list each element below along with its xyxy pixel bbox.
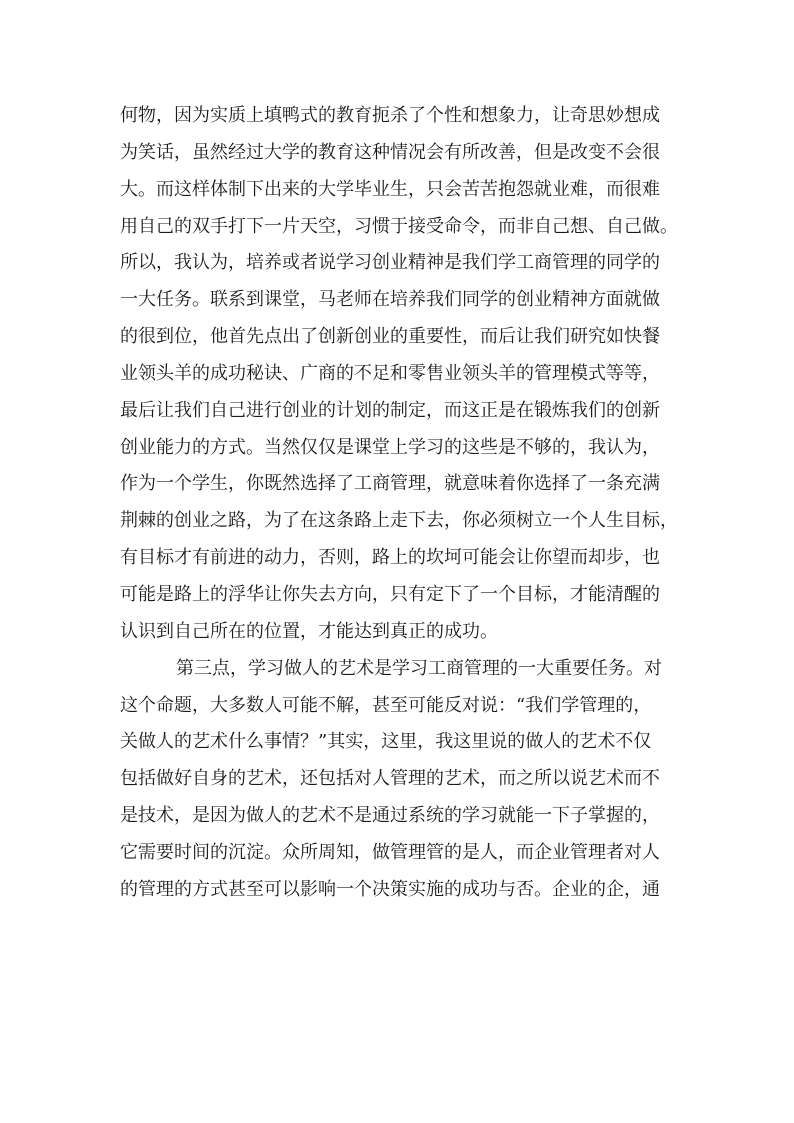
text-line: 关做人的艺术什么事情？”其实，这里，我这里说的做人的艺术不仅 [120,731,652,753]
text-line: 有目标才有前进的动力，否则，路上的坎坷可能会让你望而却步，也 [120,547,660,569]
body-text [120,98,680,909]
text-line: 包括做好自身的艺术，还包括对人管理的艺术，而之所以说艺术而不 [120,768,660,790]
text-line: 为笑话，虽然经过大学的教育这种情况会有所改善，但是改变不会很 [120,141,660,163]
text-line: 它需要时间的沉淀。众所周知，做管理管的是人，而企业管理者对人 [120,841,660,863]
text-line: 认识到自己所在的位置，才能达到真正的成功。 [120,620,498,642]
text-line: 最后让我们自己进行创业的计划的制定，而这正是在锻炼我们的创新 [120,399,660,421]
text-line: 何物，因为实质上填鸭式的教育扼杀了个性和想象力，让奇思妙想成 [120,105,660,126]
text-line: 的很到位，他首先点出了创新创业的重要性，而后让我们研究如快餐 [120,326,660,348]
text-line: 这个命题，大多数人可能不解，甚至可能反对说：“我们学管理的， [120,694,652,716]
text-line: 是技术，是因为做人的艺术不是通过系统的学习就能一下子掌握的， [120,805,660,827]
text-line: 用自己的双手打下一片天空，习惯于接受命令，而非自己想、自己做。 [120,215,678,237]
text-line: 创业能力的方式。当然仅仅是课堂上学习的这些是不够的，我认为， [120,436,660,458]
text-line: 业领头羊的成功秘诀、广商的不足和零售业领头羊的管理模式等等， [120,362,660,384]
paragraph-2 [120,651,680,909]
text-line: 荆棘的创业之路，为了在这条路上走下去，你必须树立一个人生目标， [120,510,678,532]
text-line: 一大任务。联系到课堂，马老师在培养我们同学的创业精神方面就做 [120,289,660,311]
text-line: 可能是路上的浮华让你失去方向，只有定下了一个目标，才能清醒的 [120,583,660,605]
text-line: 大。而这样体制下出来的大学毕业生，只会苦苦抱怨就业难，而很难 [120,178,660,200]
paragraph-1 [120,98,680,651]
text-line-indented: 第三点，学习做人的艺术是学习工商管理的一大重要任务。对 [176,657,662,679]
text-line: 作为一个学生，你既然选择了工商管理，就意味着你选择了一条充满 [120,473,660,495]
text-line: 所以，我认为，培养或者说学习创业精神是我们学工商管理的同学的 [120,252,660,274]
text-line: 的管理的方式甚至可以影响一个决策实施的成功与否。企业的企，通 [120,878,660,900]
